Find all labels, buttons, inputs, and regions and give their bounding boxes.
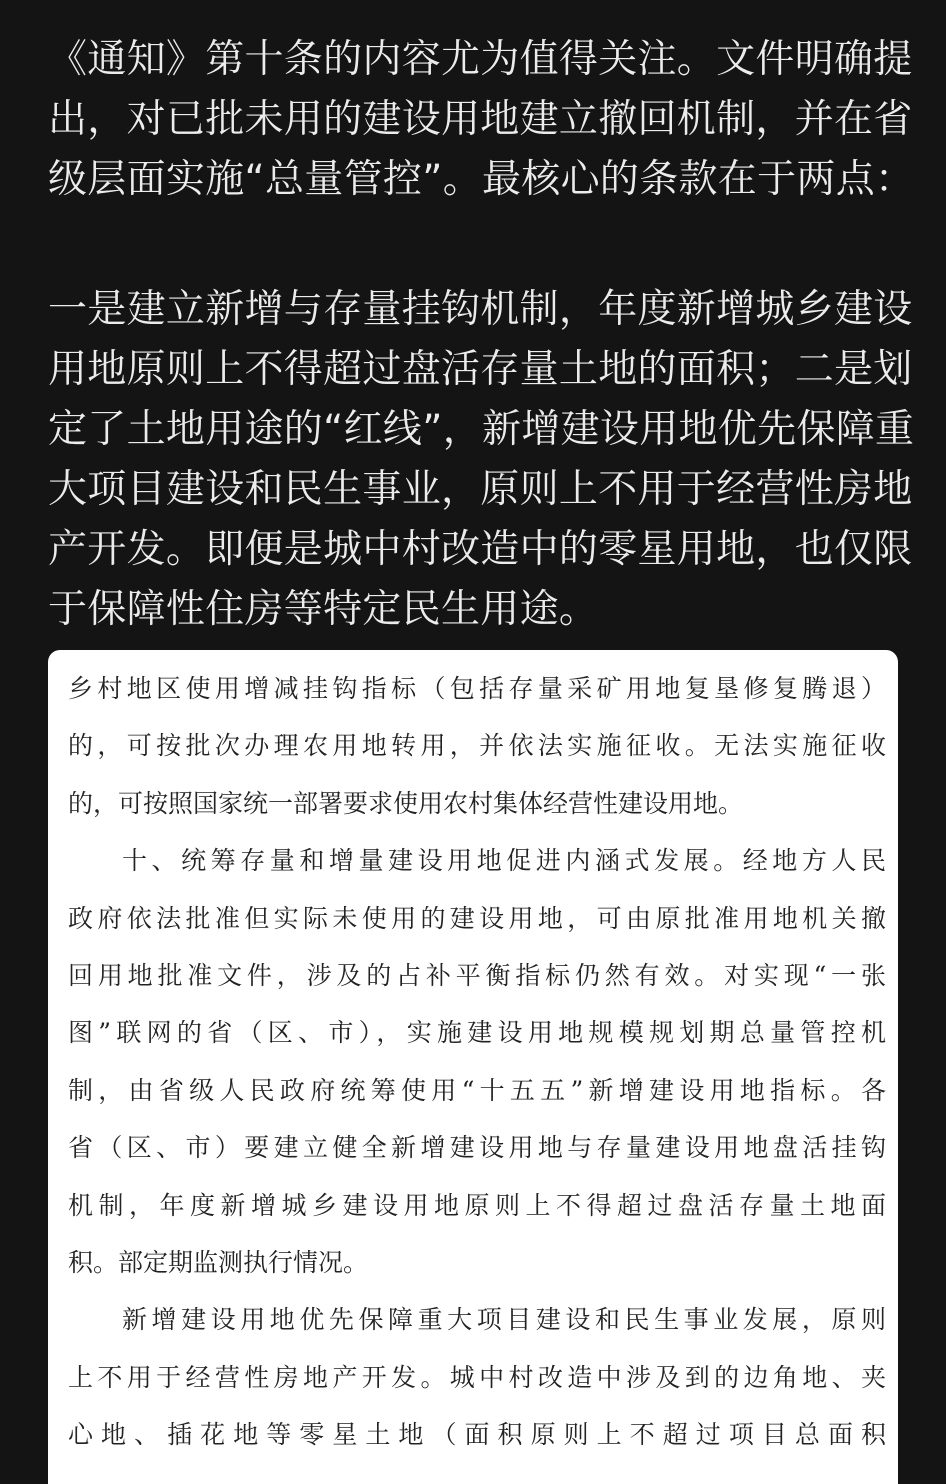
post-line: 《通知》第十条的内容尤为值得关注。文件明确提: [48, 37, 913, 82]
post-line: 于保障性住房等特定民生用途。: [48, 587, 599, 632]
document-line: 十、统筹存量和增量建设用地促进内涵式发展。经地方人民: [122, 846, 886, 876]
post-line: 用地原则上不得超过盘活存量土地的面积；二是划: [48, 347, 913, 392]
document-line: 新增建设用地优先保障重大项目建设和民生事业发展，原则: [122, 1305, 886, 1335]
paragraph-gap: [48, 210, 918, 280]
document-line: 政府依法批准但实际未使用的建设用地，可由原批准用地机关撤: [68, 903, 886, 933]
post-line: 出，对已批未用的建设用地建立撤回机制，并在省: [48, 97, 913, 142]
post-paragraph-2: [48, 280, 918, 640]
document-line: 回用地批准文件，涉及的占补平衡指标仍然有效。对实现“一张: [68, 960, 886, 990]
document-line: 省（区、市）要建立健全新增建设用地与存量建设用地盘活挂钩: [68, 1133, 886, 1163]
document-line: 机制，年度新增城乡建设用地原则上不得超过盘活存量土地面: [68, 1190, 886, 1220]
post-line: 定了土地用途的“红线”，新增建设用地优先保障重: [48, 407, 915, 452]
document-line: 心地、插花地等零星土地（面积原则上不超过项目总面积: [68, 1420, 886, 1450]
post-body: [48, 30, 918, 640]
post-paragraph-1: [48, 30, 918, 210]
document-line: 图”联网的省（区、市），实施建设用地规模规划期总量管控机: [68, 1018, 886, 1048]
document-line: 制，由省级人民政府统筹使用“十五五”新增建设用地指标。各: [68, 1075, 886, 1105]
document-image[interactable]: [48, 650, 898, 1484]
post-line: 产开发。即便是城中村改造中的零星用地，也仅限: [48, 527, 913, 572]
post-line: 一是建立新增与存量挂钩机制，年度新增城乡建设: [48, 287, 913, 332]
post-line: 级层面实施“总量管控”。最核心的条款在于两点：: [48, 157, 915, 202]
document-line: 的，可按批次办理农用地转用，并依法实施征收。无法实施征收: [68, 731, 886, 761]
document-line: 积。部定期监测执行情况。: [68, 1247, 369, 1277]
document-line: 的，可按照国家统一部署要求使用农村集体经营性建设用地。: [68, 788, 744, 818]
document-line: 乡村地区使用增减挂钩指标（包括存量采矿用地复垦修复腾退）: [68, 674, 886, 703]
post-line: 大项目建设和民生事业，原则上不用于经营性房地: [48, 467, 913, 512]
document-line: 上不用于经营性房地产开发。城中村改造中涉及到的边角地、夹: [68, 1362, 886, 1392]
document-text: [68, 660, 886, 1463]
